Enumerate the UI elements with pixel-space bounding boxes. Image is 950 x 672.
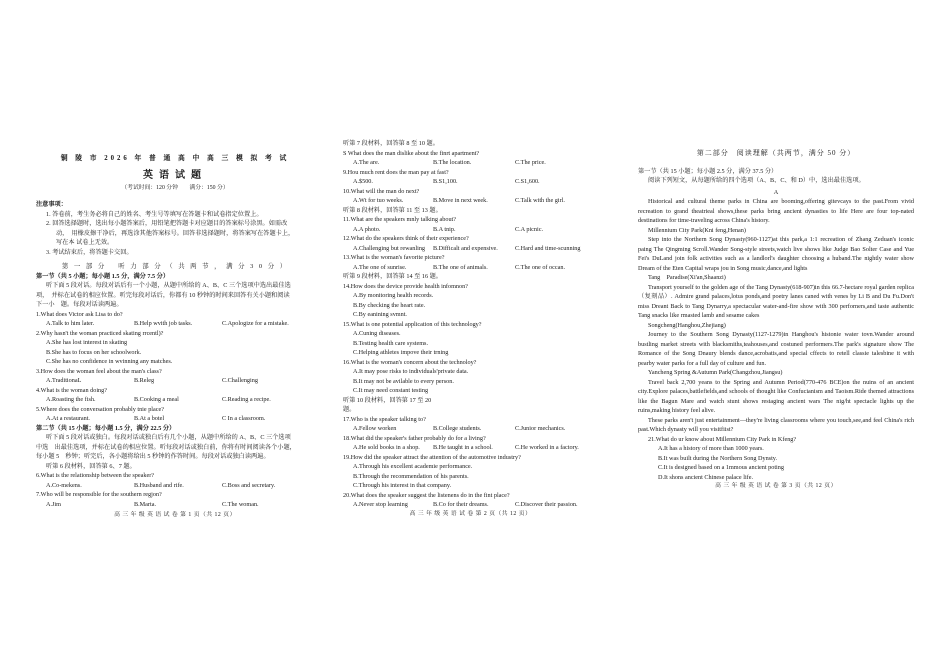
option-a: A.The one of sunrise. [353,263,407,271]
park-heading: Songcheng(Hanghou,Zhejiang) [648,321,726,329]
question-3: 3.How does the woman feel about the man's class? [36,367,162,375]
option-b: B.Difficalt and expensive. [433,244,498,252]
question-5-options [36,414,314,424]
option-c: C.Discover their passion. [515,501,578,508]
option-c: C.Helping athletes impove their trning [353,349,449,356]
option-a: A.Co-mekens. [46,481,82,489]
question-13: 13.What is the woman's favorite picture? [343,254,445,261]
option-a: A.Never stop learning [353,501,408,508]
listening-instruction: 听第 10 段材料，回答第 17 至 20 [343,396,432,404]
option-a: A.TraditionaL [46,377,82,384]
question-9: 9.Hou much rent does the man pay at fast? [343,168,449,176]
option-c: C.The one of occan. [515,263,565,271]
question-11-options [343,225,598,235]
option-a: A.It may pose risks to individuals'private data. [353,368,469,375]
question-21: 21.What do ur know about Millennium City Park in Kfeng? [648,435,797,443]
passage-letter: A [773,188,779,196]
option-c: C.The price. [515,159,546,166]
question-4-options [36,395,314,405]
option-b: B.Marta. [134,500,156,508]
option-c: C.Reading a recipe. [222,396,271,403]
option-b: B.Co for their dreams. [433,501,489,508]
note-line: 3. 考试结束后，将答题卡交回。 [46,248,133,256]
option-c: C.It may need constant testing [353,387,429,394]
question-2: 2.Why hasn't the woman practiced skating rrcentl)? [36,329,164,337]
listening-instruction: 听第 8 段材料，回答第 11 至 13 题。 [343,206,442,214]
part1-title: 第 一 部 分 听 力 部 分 （ 共 两 节 ， 满 分 3 0 分 ） [61,263,289,270]
page-footer: 高 三 年 级 英 语 试 卷 第 3 页（共 12 页） [715,483,837,489]
section1-intro: 下一小 题。每段对话读两遍。 [36,301,123,308]
option-a: A.Cuning diseases. [353,330,401,337]
option-b: B.It may not be avilable to every person. [353,377,454,385]
option-c: C.A picnic. [515,225,544,233]
option-c: C.Through his interest in that company. [353,482,452,489]
question-11: 11.What are the speakers mnly talking about? [343,216,456,223]
option-b: B.She has to focus on her schoolwork. [46,348,142,356]
page-footer: 高 三 年 级 英 语 试 卷 第 2 页（共 12 页） [409,510,532,517]
option-b: B.College students. [433,425,482,432]
option-c: C In a classroom. [222,415,266,422]
option-a: A.By monitoring health records. [353,292,434,299]
section1-intro: 听下面 5 段对话。每段对话后有一个小题，从题中所给的 A、B、C 三个选项中选出最佳选 [46,282,291,289]
section1-intro: 项， 并标在试卷的相应位置。听完每段对话后，你都有 10 秒钟的时间来回答有关小题和阅读 [36,291,290,299]
question-12: 12.What do the speakers think of their experience? [343,235,469,242]
option-d: D.It shons ancient Chinese palace life. [658,473,754,481]
page-3 [638,0,914,492]
section2-intro: 每小题 5 秒钟；听完后，各小题将给出 5 秒钟的作答时间。每段对话或独白读两遍。 [36,453,270,460]
page-footer: 高 三 年 级 英 语 试 卷 第 1 页（共 12 页） [114,512,236,518]
question-6: 6.What is the relationship between the speaker? [36,472,155,479]
note-line: 2. 回答选择题时，选出每小题答案后，用铅笔把答题卡对应题目的答案标号涂黑。如需改 [46,220,288,227]
question-6-options [36,481,314,491]
option-a: A.Roasting the fish. [46,396,96,403]
exam-info: （考试时间：120 分钟 满分：150 分） [121,184,229,191]
option-a: A.Through his excellent academie performance. [353,463,473,470]
passage-paragraph: These parks aren't just entertainment—they're living classrooms where you touch,see,and feel China's rich past.Which dynasty will you visitfiist? [638,416,914,433]
exam-title-line: 铜 陵 市 2026 年 普 通 高 中 高 三 模 拟 考 试 [60,155,290,162]
question-4: 4.What is the woman doing? [36,386,107,394]
question-8-options [343,158,598,168]
question-18: 18.What did the speaker's father probably do for a living? [343,434,486,442]
option-b: B.Cooking a meal [134,396,179,403]
section1-intro: 阅读下列短文，从每题所给的四个选项（A、B、C、和 D）中，选出最佳选项。 [648,177,865,184]
passage-paragraph: Historical and cultural theme parks in China are booming,offering gitevcays to the past.From vivid recreation to grand theatrieal shows,these parks bring ancient dynasties to life Here are four top-nated destinations for time-traveling across China's history. [638,198,914,224]
page-1 [36,0,314,521]
section1-title: 第一节（共 15 小题；每小题 2.5 分，满分 37.5 分） [638,167,778,175]
option-c: C.Boss and secretary. [222,481,276,489]
option-b: B.The location. [433,159,472,166]
note-line: 动， 用橡皮擦干净后，再选涂其他答案标号。回答非选择题时，将答案写在答题卡上， [56,229,295,237]
question-9-options [343,177,598,187]
option-b: B.Releg [134,377,155,384]
notes-title: 注意事项： [36,201,67,208]
option-b: B.Husband and rife. [134,481,184,489]
option-b: B.Testing health care systems. [353,339,429,347]
listening-instruction: 听第 7 段材料，回答第 8 至 10 题。 [343,140,439,147]
option-b: B.It was built during the Northern Song Dynsty. [658,454,778,462]
option-b: B.By checking the heart rate. [353,301,426,309]
note-line: 写在本 试卷上无效。 [56,239,114,246]
option-a: A.$500. [353,178,373,185]
listening-instruction: 听第 9 段材料，回答第 14 至 16 题。 [343,273,442,280]
option-a: A.It has a history of more than 1000 years. [658,445,764,452]
option-a: A.Fellow worken [353,425,397,432]
question-17-options [343,424,598,434]
option-a: A.At a restaurant. [46,415,90,422]
question-7: 7.Who will be responsible for the southern regjon? [36,491,162,498]
option-c: C.The woman. [222,500,259,508]
option-a: A.Wt for tuo weeks. [353,197,404,204]
option-a: A.Jim [46,500,61,508]
section2-title: 第二节（共 15 小题；每小题 1.5 分，满分 22.5 分） [36,424,176,432]
question-10-options [343,196,598,206]
listening-instruction-cont: 题。 [343,406,356,413]
option-b: B.At a botel [134,415,165,422]
question-5: 5.Where does the conversation probably tnie place? [36,405,164,413]
option-a: A.She has lost interest in skating [46,339,128,346]
question-19: 19.How did the speaker attract the attention of the automotive industry? [343,453,521,461]
question-1-options [36,319,314,329]
passage-paragraph: Travel back 2,700 yeans to the Spring and Autumn Period(770-476 BCE)on the nuins of an ancient city.Explore palaces,battlefields,and schools of thought like Confucianism and Taoism.Ride themed attractions like the Bagun Mare and watch stunt shows restaging ancient wars The nig/ht spectacle lights up the ruins,making history feel alive. [638,378,914,414]
option-c: C.By eanining svmnt. [353,311,407,318]
question-17: 17.Who is the speaker talking to? [343,415,426,423]
question-20-options [343,500,598,510]
question-3-options [36,376,314,386]
option-a: A.He sold books in a shop. [353,444,420,451]
option-b: B.The one of animals. [433,263,488,271]
question-15: 15.What is one potential application of this technology? [343,320,482,328]
question-18-options [343,443,598,453]
option-c: C.S1,600. [515,178,540,185]
passage-paragraph: Transport yourself to the golden age of the Tang Dynasty(618-907)in this 66.7-hectare royal garden replica（复刻品）. Admire grand palaces,lotus ponds,and poetry lanes caned with venes by Li B and Du Fu.Don't miss Dreant Back to Tang Dynarry,a spectacular water-and-fire show with 300 perforners,and taste authentic Tang snacks like rmasted lamb and sesame cakes [638,283,914,319]
listening-instruction: 听第 6 段材料，回答第 6、7 题。 [46,462,136,470]
question-14: 14.How does the device provide health infomnon? [343,282,468,290]
section2-intro: 听下面 5 段对话或独白。每段对话或独白后有几个小题，从题中所给的 A、B、C 三个选项 [46,434,291,441]
part2-title: 第二部分 阅读理解（共两节，满分 50 分） [696,149,856,157]
option-b: B.A tnip. [433,225,456,233]
passage-paragraph: Step into the Northern Song Dynasty(960-1127)at this park,a 1:1 recreation of Zhang Zeduan's iconic paing The Qingming Scroll.Wander Song-style streets,watch live shows like Judge Bao Solter Case and Yue Fei's DuLand join folk activities such as a landlorl's daughter choosing a huband.The nightly water show Dream of the Eten Capital wraps jou in Song music,dance,and lights [638,236,914,272]
option-a: A.A photo. [353,225,381,233]
question-10: 10.What will the man do next? [343,187,420,195]
question-12-options [343,244,598,254]
question-16: 16.What is the woman's concern about the technoloy? [343,358,477,366]
park-heading: Tang Paradise(Xi'an,Shaanzi) [648,274,726,281]
question-8: S What does the man dislike about the finrt apartment? [343,149,480,157]
option-c: C.He worked in a factory. [515,444,579,451]
subject-title: 英语试题 [143,169,207,181]
option-c: C.Challenging [222,377,258,384]
option-c: C.Talk with the girl. [515,197,565,204]
option-c: C.Apologize for a mistake. [222,320,289,327]
option-b: B.S1,100. [433,178,458,185]
option-b: B.Help wvith job tasks. [134,320,193,327]
option-c: C.She has no confidence in wvinning any matches. [46,358,173,365]
section1-title: 第一节（共 5 小题；每小题 1.5 分，满分 7.5 分） [36,272,170,280]
option-c: C.Hard and time-scunning [515,244,581,252]
passage-paragraph: Journey to the Southern Song Dynasty(1127-1279)in Hanghou's histonie water tovn.Wander around bustling market streets with blacksmiths,teahouses,and costuned performers.The park's signature show The Romance of the Song Dnaury blends dance,acrobatis,and special cffects to retell classie talesbine it with pearby water parks for a full day of culture and fun. [638,331,914,367]
option-b: B.Move in next week. [433,197,488,204]
question-1: 1.What does Victor ask Lisa to do? [36,310,123,318]
question-7-options [36,500,314,510]
page-2 [343,0,598,519]
option-c: C.Junior mechanics. [515,425,566,432]
option-b: B.He taught in a school. [433,444,493,451]
question-20: 20.What does the speaker suggest the listenens do in the fint place? [343,491,510,499]
park-heading: Yancheng Spring &Autumn Park(Changzhou,Jiangsu) [648,369,783,376]
note-line: 1. 答卷前，考生务必将自己的姓名、考生号等填写在答题卡和试卷指定位置上。 [46,210,263,218]
section2-intro: 中选 出最佳选项，并标在试卷的相应位置。听每段对话或独白前，你将有时间阅读各个小题， [36,443,296,451]
option-a: A.The are. [353,159,380,166]
park-heading: Millennium City Park(Kni feng,Henan) [648,226,746,234]
option-a: A.Challenging but rewanling [353,244,426,252]
option-c: C.It is designed based on a 1mmous ancient poting [658,464,784,471]
option-b: B.Through the recommendation of his parents. [353,472,469,480]
question-13-options [343,263,598,273]
option-a: A.Talk to him later. [46,320,95,327]
